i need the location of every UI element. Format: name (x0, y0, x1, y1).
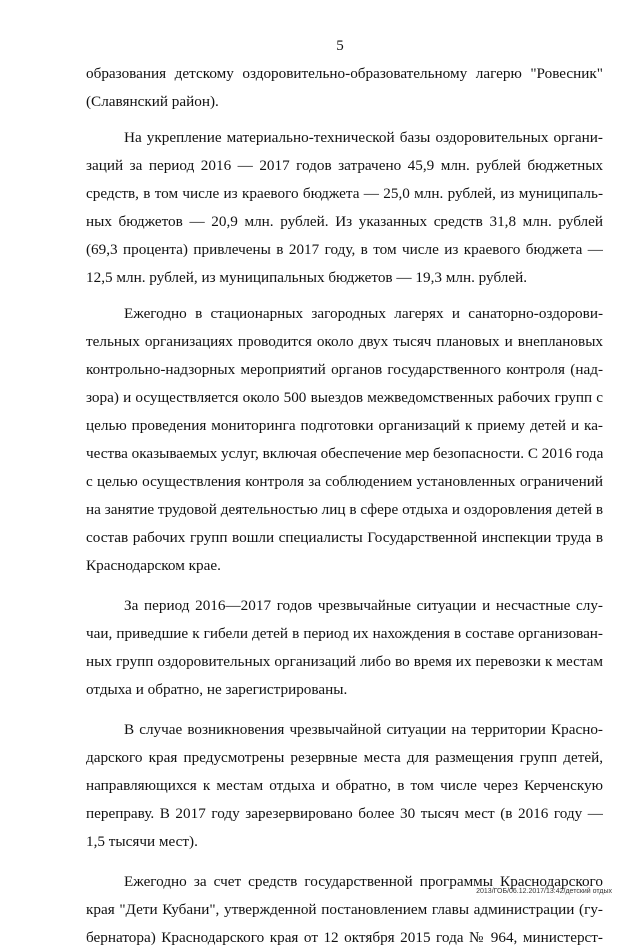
page-number: 5 (336, 38, 344, 54)
paragraph (86, 868, 603, 952)
text-line: За период 2016—2017 годов чрезвычайные ситуации и несчастные слу- (124, 597, 603, 614)
text-line: образования детскому оздоровительно-образовательному лагерю "Ровесник" (86, 65, 603, 82)
text-line: чества оказываемых услуг, включая обеспечение мер безопасности. С 2016 года (86, 445, 603, 462)
text-line: На укрепление материально-технической базы оздоровительных органи- (124, 129, 603, 146)
text-line: 1,5 тысячи мест). (86, 833, 198, 850)
text-line: края "Дети Кубани", утвержденной постановлением главы администрации (гу- (86, 901, 603, 918)
paragraph (86, 300, 603, 580)
text-line: чаи, приведшие к гибели детей в период их нахождения в составе организован- (86, 625, 603, 642)
text-line: направляющихся к местам отдыха и обратно, в том числе через Керченскую (86, 777, 603, 794)
text-line: ных групп оздоровительных организаций либо во время их перевозки к местам (86, 653, 603, 670)
paragraph (86, 60, 603, 116)
paragraph (86, 592, 603, 704)
text-line: заций за период 2016 — 2017 годов затрачено 45,9 млн. рублей бюджетных (86, 157, 603, 174)
paragraph (86, 124, 603, 292)
document-footer-code: 2013/ГОБ/06.12.2017/13:42/детский отдых (476, 888, 612, 895)
text-line: (69,3 процента) привлечены в 2017 году, в том числе из краевого бюджета — (86, 241, 603, 258)
text-line: Краснодарском крае. (86, 557, 221, 574)
body-text (86, 60, 603, 952)
text-line: 12,5 млн. рублей, из муниципальных бюджетов — 19,3 млн. рублей. (86, 269, 528, 286)
text-line: Ежегодно в стационарных загородных лагерях и санаторно-оздорови- (124, 305, 603, 322)
text-line: дарского края предусмотрены резервные места для размещения групп детей, (86, 749, 603, 766)
text-line: отдыха и обратно, не зарегистрированы. (86, 681, 348, 698)
text-line: В случае возникновения чрезвычайной ситуации на территории Красно- (124, 721, 603, 738)
text-line: Ежегодно за счет средств государственной программы Краснодарского (124, 873, 603, 890)
text-line: на занятие трудовой деятельностью лиц в сфере отдыха и оздоровления детей в (86, 501, 603, 518)
text-line: ных бюджетов — 20,9 млн. рублей. Из указанных средств 31,8 млн. рублей (86, 213, 603, 230)
text-line: (Славянский район). (86, 93, 219, 110)
text-line: бернатора) Краснодарского края от 12 октября 2015 года № 964, министерст- (86, 929, 603, 946)
text-line: с целью осуществления контроля за соблюдением установленных ограничений (86, 473, 603, 490)
text-line: зора) и осуществляется около 500 выездов межведомственных рабочих групп с (86, 389, 603, 406)
text-line: тельных организациях проводится около двух тысяч плановых и внеплановых (86, 333, 603, 350)
text-line: контрольно-надзорных мероприятий органов государственного контроля (над- (86, 361, 603, 378)
text-line: переправу. В 2017 году зарезервировано более 30 тысяч мест (в 2016 году — (86, 805, 603, 822)
text-line: целью проведения мониторинга подготовки организаций к приему детей и ка- (86, 417, 603, 434)
text-line: состав рабочих групп вошли специалисты Государственной инспекции труда в (86, 529, 603, 546)
paragraph (86, 716, 603, 856)
text-line: средств, в том числе из краевого бюджета — 25,0 млн. рублей, из муниципаль- (86, 185, 603, 202)
